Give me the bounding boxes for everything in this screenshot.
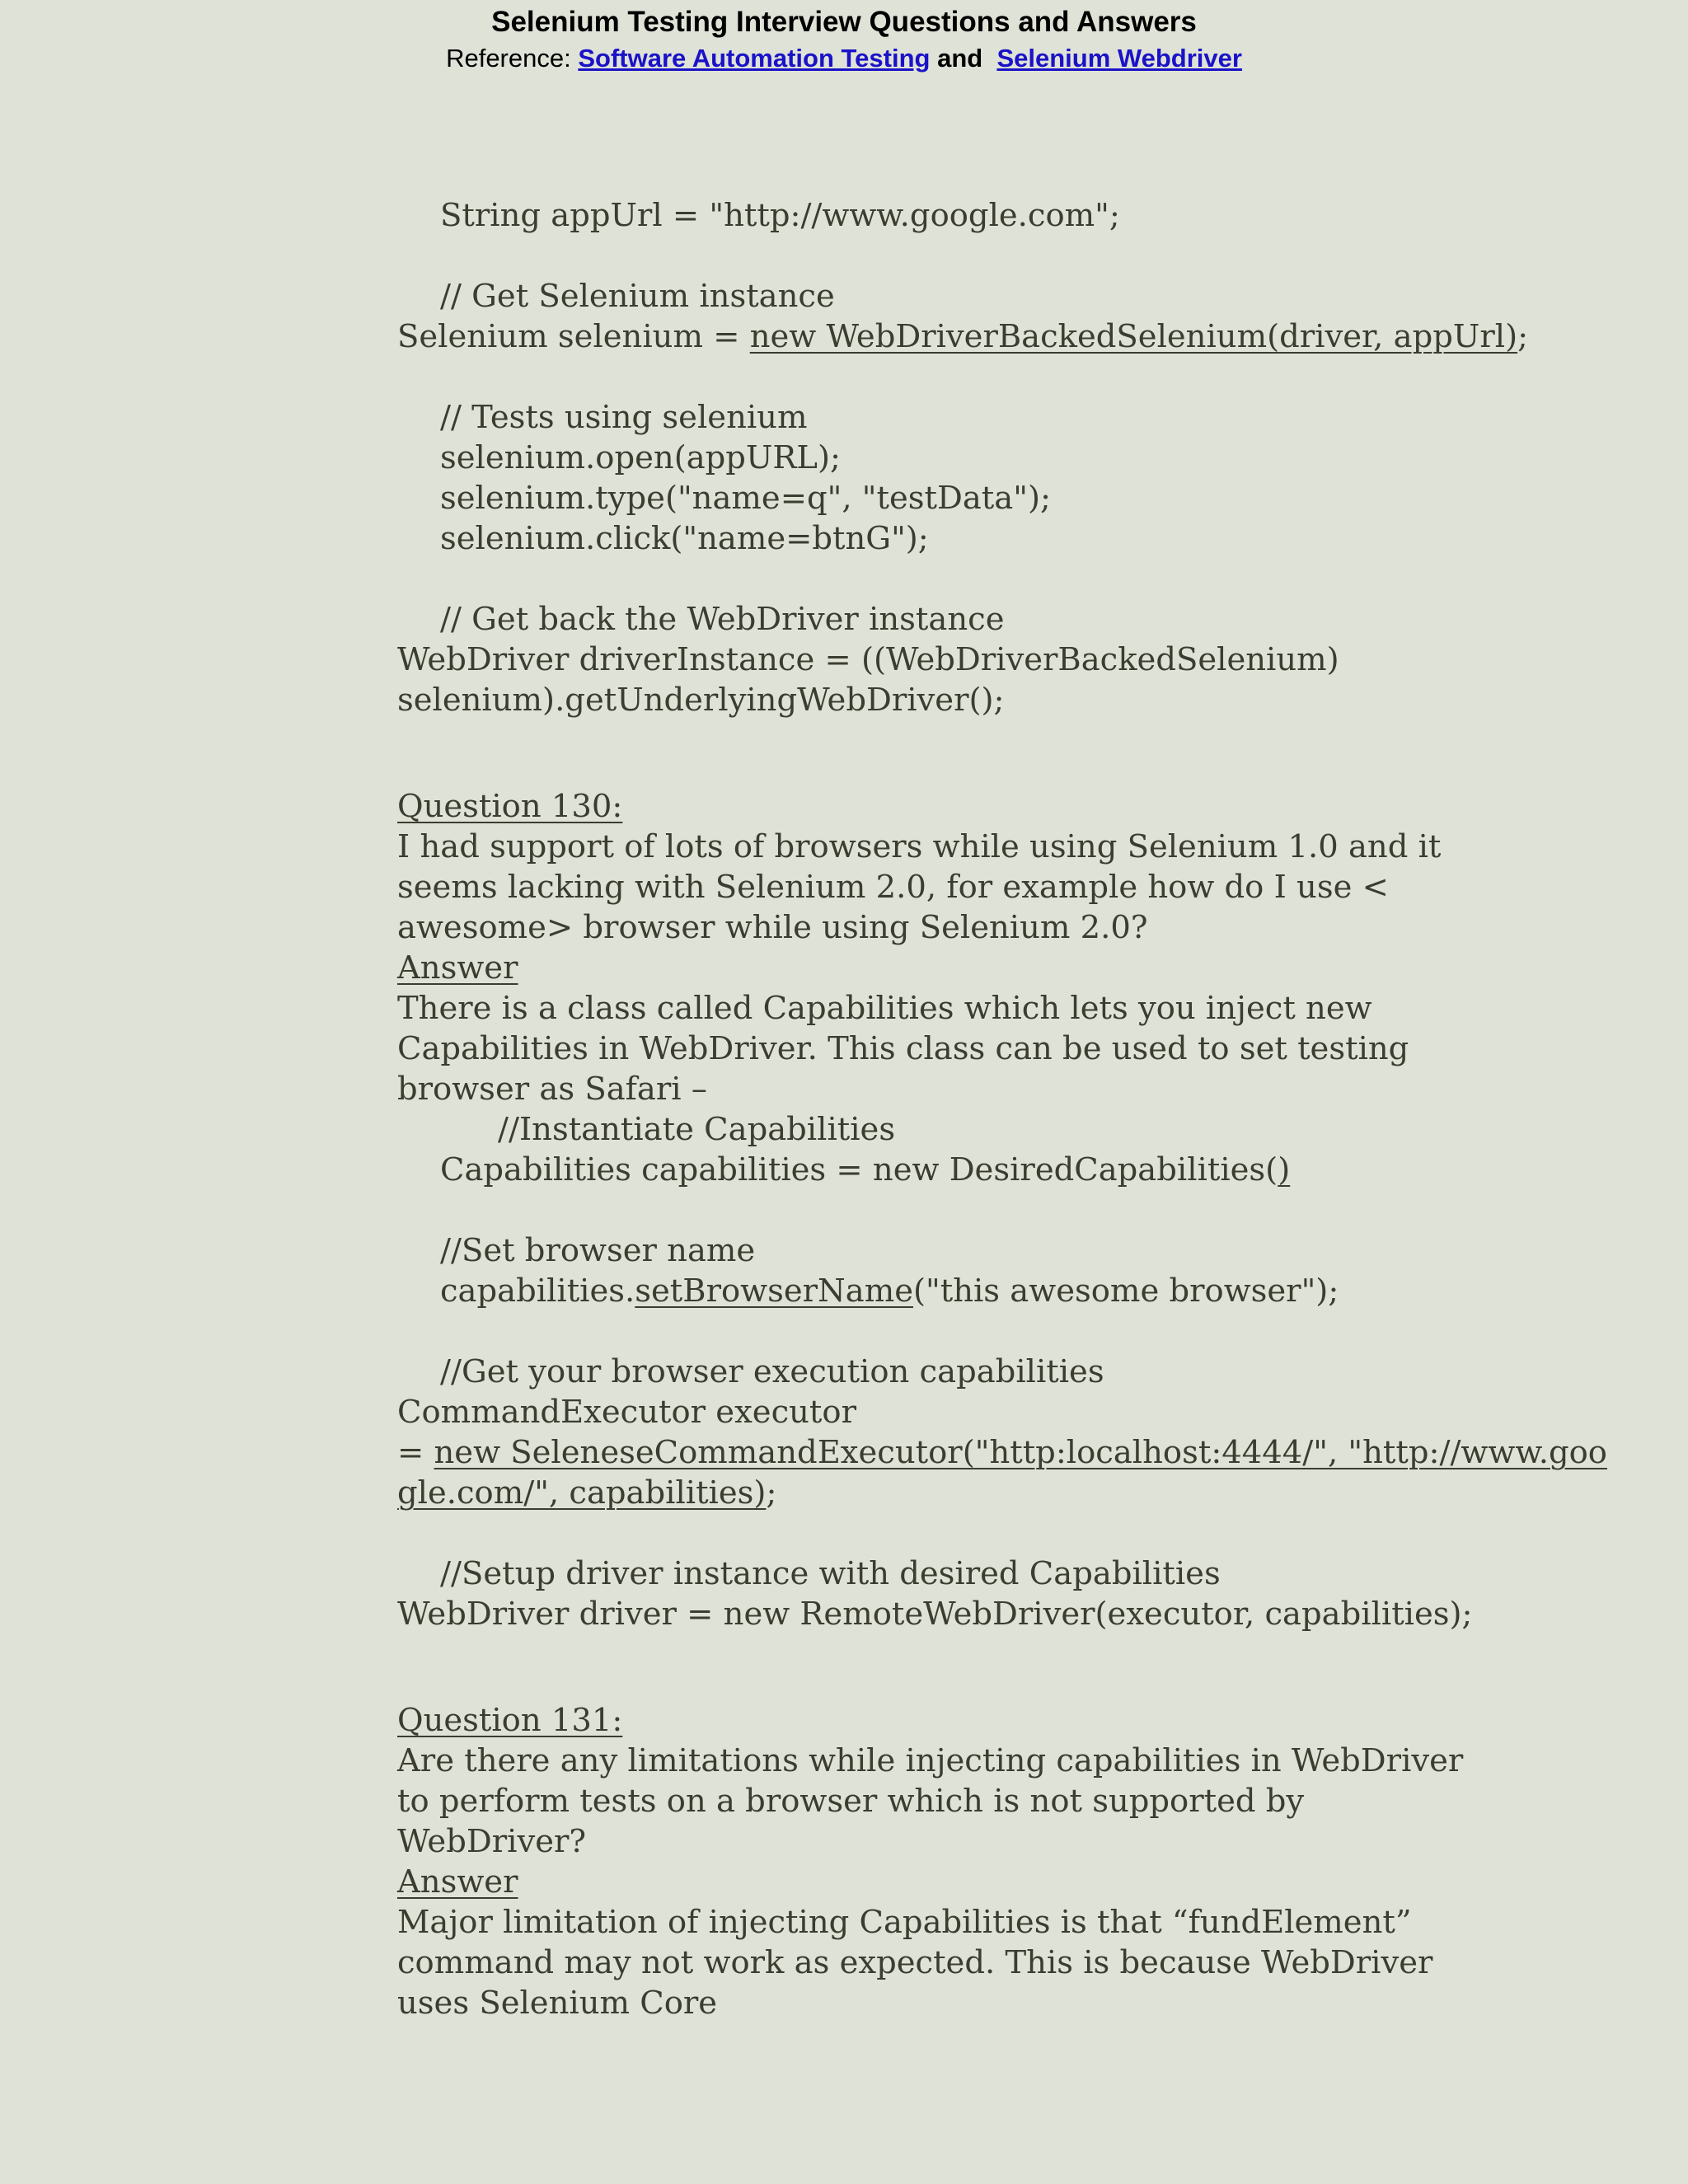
code-line: selenium.type("name=q", "testData"); (440, 480, 1051, 517)
code-comment: // Tests using selenium (440, 399, 808, 436)
answer-label: Answer (397, 949, 518, 987)
document-title: Selenium Testing Interview Questions and Answers (491, 6, 1197, 38)
answer-label: Answer (397, 1863, 518, 1900)
code-comment: //Get your browser execution capabilities (440, 1353, 1104, 1390)
document-body (397, 195, 1607, 2023)
code-comment: //Instantiate Capabilities (498, 1111, 896, 1148)
answer-130-text: There is a class called Capabilities which lets you inject new Capabilities in WebDriver. This class can be used to set testing browser as Safari – (397, 990, 1409, 1108)
code-line: selenium.click("name=btnG"); (440, 520, 929, 557)
code-line: selenium).getUnderlyingWebDriver(); (397, 682, 1005, 719)
software-automation-testing-link[interactable]: Software Automation Testing (578, 44, 931, 73)
answer-131-text: Major limitation of injecting Capabilities is that “fundElement” command may not work as expected. This is because WebDriver uses Selenium Core (397, 1904, 1433, 2022)
code-line: Capabilities capabilities = new DesiredCapabilities() (440, 1151, 1291, 1188)
code-line: = new SeleneseCommandExecutor("http:localhost:4444/", "http://www.goo (397, 1434, 1607, 1471)
selenium-webdriver-link[interactable]: Selenium Webdriver (996, 44, 1242, 73)
code-comment: // Get back the WebDriver instance (440, 601, 1005, 638)
question-130-heading: Question 130: (397, 788, 623, 825)
code-line: capabilities.setBrowserName("this awesome browser"); (440, 1272, 1339, 1310)
reference-prefix: Reference: (446, 44, 571, 73)
code-comment: // Get Selenium instance (440, 278, 835, 315)
reference-and: and (937, 44, 983, 73)
code-line: WebDriver driver = new RemoteWebDriver(executor, capabilities); (397, 1596, 1473, 1633)
code-line: CommandExecutor executor (397, 1394, 856, 1431)
code-line: selenium.open(appURL); (440, 439, 841, 476)
code-line: String appUrl = "http://www.google.com"; (440, 197, 1120, 234)
question-131-heading: Question 131: (397, 1702, 623, 1739)
question-130-text: I had support of lots of browsers while using Selenium 1.0 and it seems lacking with Selenium 2.0, for example how do I use < awesome> browser while using Selenium 2.0? (397, 828, 1442, 946)
question-131-text: Are there any limitations while injecting capabilities in WebDriver to perform tests on a browser which is not supported by WebDriver? (397, 1742, 1464, 1860)
code-line: WebDriver driverInstance = ((WebDriverBackedSelenium) (397, 641, 1339, 678)
code-comment: //Setup driver instance with desired Capabilities (440, 1555, 1221, 1592)
page-header (0, 0, 1688, 74)
code-comment: //Set browser name (440, 1232, 756, 1269)
code-line: Selenium selenium = new WebDriverBackedSelenium(driver, appUrl); (397, 318, 1529, 355)
reference-line (0, 43, 1688, 74)
code-line: gle.com/", capabilities); (397, 1474, 777, 1511)
